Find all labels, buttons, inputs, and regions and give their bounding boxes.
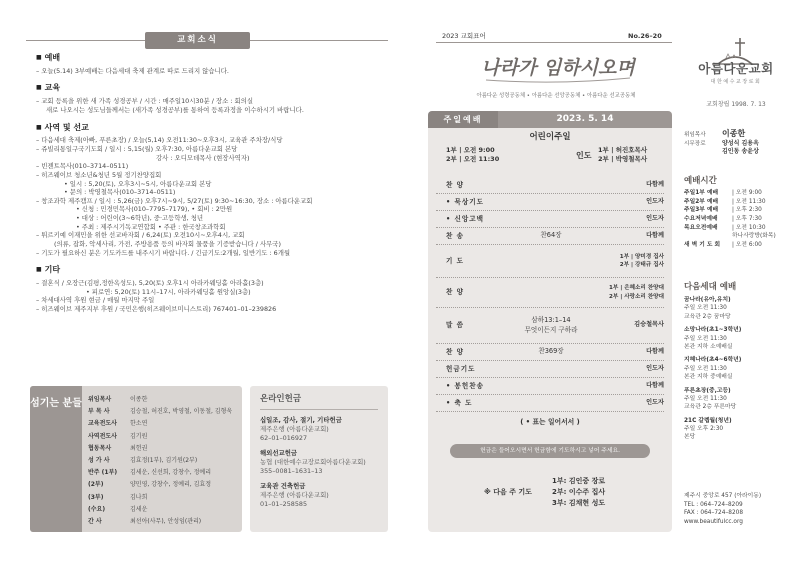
online-accounts: [260, 416, 378, 508]
staff-names: 김기원: [130, 432, 148, 440]
order-item: 말 씀: [446, 321, 465, 330]
staff-names: 최헌권: [130, 444, 148, 452]
order-row: [436, 378, 664, 395]
address: 제주시 중앙로 457 (아라이동): [684, 493, 762, 499]
news-section-heading: ■ 교육: [36, 83, 396, 94]
online-account-number: 62–01–016927: [260, 433, 308, 442]
pastor-label: 위임목사: [684, 132, 706, 138]
order-of-worship: [436, 177, 664, 412]
leader-2: 2부 | 박영철목사: [598, 155, 648, 164]
worship-time-value: | 오후 2:30: [732, 207, 762, 214]
church-founded: 교회창립 1998. 7. 13: [706, 101, 766, 108]
online-title: 온라인헌금: [260, 394, 302, 404]
order-detail-line: 찬369장: [538, 347, 564, 356]
online-account-type: 해외선교헌금: [260, 449, 298, 458]
order-detail: [508, 316, 594, 335]
order-leader-line: 김승철목사: [634, 321, 664, 328]
order-leader: [594, 198, 664, 207]
order-leader-line: 1부 | 양미경 집사: [619, 253, 664, 260]
next-week-prayer-list: [552, 476, 605, 510]
online-account-number: 355–0081–1631–13: [260, 466, 323, 475]
news-section: [36, 83, 396, 114]
staff-names: 최선아(사무), 안성임(관리): [130, 518, 202, 526]
staff-list: [88, 394, 240, 528]
worship-time-row: [684, 189, 796, 198]
church-name: 아름다운교회: [698, 61, 774, 76]
news-line: – 빈젠트목사(010–3714–0511): [36, 162, 129, 171]
order-leader: [594, 365, 664, 374]
next-gen-name: 21C 갈렙월(청년): [684, 417, 732, 424]
news-line: • 피로연: 5,20(토) 11시–17시, 아라카웨딩홀 원앙실(3층): [86, 287, 251, 296]
order-leader: [594, 348, 664, 357]
service-1-time: 1부 | 오전 9:00: [446, 146, 495, 154]
worship-label: 주일예배: [428, 111, 498, 128]
contact-info: [684, 492, 798, 527]
order-item: 기 도: [446, 256, 465, 265]
next-gen-time: 주일 오전 11:30: [684, 335, 727, 342]
order-leader: [594, 253, 664, 269]
order-leader-line: 다함께: [646, 347, 664, 355]
online-account: [260, 449, 378, 475]
online-divider: [260, 409, 378, 410]
leader-1: 1부 | 허진호목사: [598, 146, 648, 154]
order-item: 헌금기도: [446, 364, 476, 373]
bulletin-number: No.26–20: [628, 32, 662, 40]
online-account-type: 교육관 건축헌금: [260, 482, 306, 491]
news-line: – 차세대사역 후원 현금 / 매월 마지막 주일: [36, 296, 155, 305]
next-gen-name: 소망나라(초1~3학년): [684, 327, 742, 334]
next-gen-item: [684, 326, 796, 351]
next-gen-name: 푸른초장(중,고등): [684, 387, 731, 394]
staff-row: [88, 406, 240, 418]
next-gen-time: 주일 오전 11:30: [684, 305, 727, 312]
service-2-time: 2부 | 오전 11:30: [446, 155, 500, 164]
next-prayer-3: 3부: 김채현 성도: [552, 499, 606, 508]
online-account-bank: 농협 (대한예수교장로회아름다운교회): [260, 458, 366, 467]
order-leader-line: 1부 | 은혜소리 찬양대: [608, 285, 664, 292]
worship-times-list: [684, 189, 796, 250]
worship-time-value: | 오후 7:30: [732, 216, 762, 223]
news-line: – 쥬빌리통일구국기도회 / 일시 : 5,15(월) 오후7:30, 아름다운교회 본당: [36, 144, 238, 153]
news-line: – 교회 등록을 위한 새 가족 성경공부 / 시간 : 매주일10시30분 / 장소 : 회의실: [36, 97, 254, 106]
worship-time-name: [684, 232, 732, 241]
news-line: 새로 나오시는 성도님들께서는 (새가족 성경공부)를 통하여 등록과정을 이수하시기 바랍니다.: [46, 105, 304, 114]
worship-time-row: [684, 198, 796, 207]
service-schedule: [446, 146, 499, 165]
order-leader-line: 다함께: [646, 180, 664, 188]
stand-note: ( • 표는 일어서서 ): [520, 418, 580, 426]
news-section-heading: ■ 사역 및 선교: [36, 123, 396, 134]
order-row: [436, 177, 664, 194]
online-account-bank: 제주은행 (아름다운교회): [260, 490, 329, 499]
staff-role: 교육전도사: [88, 420, 117, 428]
online-account-number: 01–01–258585: [260, 499, 308, 508]
order-detail-line: 찬64장: [540, 231, 562, 240]
order-row: [436, 194, 664, 211]
order-leader: [594, 284, 664, 300]
staff-row: [88, 394, 240, 406]
special-sunday-title: 어린이주일: [529, 132, 571, 142]
order-item: • 축 도: [446, 398, 473, 407]
next-gen-name: 꿈나라(유아,유치): [684, 297, 731, 303]
news-line: – 튀르키예 이재민을 위한 선교바자회 / 6,24(토) 오전10시~오후4시, 교회: [36, 231, 245, 240]
worship-time-row: [684, 232, 796, 241]
order-leader-line: 인도자: [646, 398, 664, 406]
news-line: • 주최 : 제주시기독교연합회 • 주관 : 한국창조과학회: [76, 222, 226, 231]
worship-time-value: 하나사랑방(화목): [732, 233, 776, 240]
order-leader: [594, 215, 664, 224]
header-divider: [436, 42, 672, 43]
news-line: – 기도가 필요하신 분은 기도카드를 내주시기 바랍니다. / 긴급기도:2개월, 일반기도 : 6개월: [36, 248, 291, 257]
staff-names: 양민영, 강창수, 정예리, 김효정: [130, 481, 211, 489]
fax: FAX : 064–724–8208: [684, 510, 744, 517]
order-detail: [508, 347, 594, 357]
news-title: 교회소식: [145, 32, 250, 49]
order-leader-line: 인도자: [646, 364, 664, 372]
worship-time-name: 새 벽 기 도 회: [684, 242, 721, 249]
worship-time-value: | 오전 10:30: [732, 224, 766, 231]
elders-row-2: 김인동 송윤상: [722, 148, 759, 156]
staff-role: 부 목 사: [88, 408, 110, 416]
worship-time-name: 주일1부 예배: [684, 190, 719, 196]
online-account: [260, 416, 378, 442]
news-section-heading: ■ 기타: [36, 265, 396, 276]
next-gen-title: 다음세대 예배: [684, 282, 737, 292]
news-line: • 대상 : 어린이(3~6학년), 중·고등학생, 청년: [76, 214, 204, 223]
worship-time-row: [684, 215, 796, 224]
news-line: – 다음세대 축제(아빠, 푸른초장) / 오늘(5,14) 오전11:30~오후3시, 교육관 주차장/식당: [36, 136, 283, 145]
order-item: 찬 송: [446, 231, 465, 240]
staff-role: 간 사: [88, 518, 102, 526]
staff-row: [88, 443, 240, 455]
worship-time-value: | 오전 6:00: [732, 242, 762, 249]
news-line: • 일시 : 5,20(토), 오후3시~5시, 아름다운교회 본당: [64, 179, 212, 188]
order-leader-line: 2부 | 사랑소리 찬양대: [608, 293, 664, 300]
worship-date: 2023. 5. 14: [498, 111, 672, 128]
department-line: 아름다운 성령공동체 • 아름다운 선앙공동체 • 아름다운 선교공동체: [476, 93, 636, 99]
staff-row: [88, 504, 240, 516]
next-gen-item: [684, 296, 796, 321]
staff-title: 섬기는 분들: [30, 386, 82, 532]
staff-row: [88, 516, 240, 528]
next-gen-time: 주일 오전 11:30: [684, 365, 727, 372]
order-row: [436, 278, 664, 308]
worship-times-title: 예배시간: [684, 176, 717, 186]
offering-note: 헌금은 들어오시면서 헌금함에 기도하시고 넣어 주세요.: [450, 444, 650, 458]
order-row: [436, 211, 664, 228]
online-offering-panel: [250, 386, 388, 532]
next-gen-item: [684, 356, 796, 381]
staff-role: 성 가 사: [88, 457, 110, 465]
news-line: – 결혼식 / 오장근(김평,정한옥성도), 5,20(토) 오후1시 아라카웨딩홀 아라홀(3층): [36, 279, 264, 288]
worship-time-name: 수요저녁예배: [684, 216, 718, 223]
order-detail-line: 삼하13:1–14: [531, 315, 571, 324]
slogan-calligraphy: [478, 47, 638, 87]
leader-schedule: [598, 146, 647, 165]
staff-panel: [30, 386, 242, 532]
staff-names: 김세운, 신선희, 강창수, 정예리: [130, 469, 211, 477]
news-section: [36, 265, 396, 313]
next-gen-list: [684, 296, 796, 447]
elders-row-1: 양성식 김용옥: [722, 139, 759, 147]
pastor-name: 이종한: [722, 129, 746, 138]
next-gen-place: 본관 지하 중예배실: [684, 374, 733, 381]
online-account: [260, 482, 378, 508]
next-gen-place: 교육관 2층 꿈마당: [684, 313, 731, 320]
staff-row: [88, 492, 240, 504]
staff-role: (2부): [88, 481, 104, 489]
online-account-type: 십일조, 감사, 절기, 기타헌금: [260, 416, 342, 425]
order-leader: [594, 382, 664, 391]
worship-time-name: 주일3부 예배: [684, 207, 719, 214]
worship-time-value: | 오전 9:00: [732, 190, 762, 196]
staff-row: [88, 431, 240, 443]
news-line: – 히즈웨이브 제주지부 후원 / 국민은행(히즈웨이브미니스트리) 767401–01–239826: [36, 305, 277, 313]
staff-names: 한소연: [130, 420, 148, 428]
staff-names: 김세운: [130, 505, 148, 513]
staff-role: (3부): [88, 493, 104, 501]
elders-label: 시무장로: [684, 140, 706, 147]
order-leader-line: 다함께: [646, 231, 664, 239]
staff-role: (수요): [88, 505, 106, 513]
order-leader-line: 인도자: [646, 197, 664, 205]
order-item: • 봉헌찬송: [446, 381, 484, 390]
worship-time-name: 주일2부 예배: [684, 198, 719, 205]
order-item: • 신앙고백: [446, 214, 484, 223]
news-line: • 문의 : 박영철목사(010–3714–0511): [64, 188, 176, 197]
staff-names: 김승철, 허진호, 박영철, 이동철, 김형욱: [130, 408, 233, 416]
next-gen-time: 주일 오전 11:30: [684, 395, 727, 402]
staff-role: 반주 (1부): [88, 469, 118, 477]
slogan-text: 나라가 임하시오며: [481, 57, 635, 79]
order-leader: [594, 399, 664, 408]
worship-header: [428, 111, 672, 128]
order-row: [436, 308, 664, 344]
staff-role: 사역전도사: [88, 432, 117, 440]
website-link[interactable]: www.beautifulcc.org: [684, 519, 743, 526]
next-gen-place: 본관 지하 소예배실: [684, 343, 733, 350]
staff-names: 이종한: [130, 396, 148, 403]
order-leader-line: 2부 | 강태규 집사: [619, 262, 664, 268]
order-leader: [594, 232, 664, 241]
year-theme-label: 2023 교회표어: [442, 32, 486, 40]
worship-time-name: 목요오전예배: [684, 224, 718, 231]
order-item: 찬 양: [446, 288, 465, 297]
next-gen-name: 지혜나라(초4~6학년): [684, 357, 742, 364]
staff-names: 김효정(1부), 김기원(2부): [130, 457, 198, 465]
order-item: 찬 양: [446, 347, 465, 356]
next-gen-time: 주일 오후 2:30: [684, 426, 724, 433]
cross-icon: [735, 38, 745, 56]
worship-time-row: [684, 241, 796, 250]
staff-row: [88, 479, 240, 491]
order-row: [436, 245, 664, 278]
order-row: [436, 361, 664, 378]
order-detail-line: 무엇이든지 구하라: [524, 325, 578, 334]
staff-role: 협동목사: [88, 444, 112, 452]
order-row: [436, 228, 664, 245]
phone: TEL : 064–724–8209: [684, 501, 743, 508]
worship-time-row: [684, 224, 796, 233]
staff-row: [88, 467, 240, 479]
news-line: (의류, 잡화, 악세사리, 가전, 주방용품 등의 바자회 물품을 기증받습니다 / 사무국): [54, 240, 281, 248]
news-section: [36, 123, 396, 258]
order-row: [436, 395, 664, 412]
next-week-prayer-label: ※ 다음 주 기도: [484, 488, 532, 496]
staff-row: [88, 418, 240, 430]
church-denomination: 대한예수교장로회: [710, 79, 762, 85]
news-section: [36, 53, 396, 75]
news-line: – 오늘(5.14) 3부예배는 다음세대 축제 관계로 따로 드리지 않습니다.: [36, 66, 229, 75]
order-leader: [594, 321, 664, 330]
worship-time-value: | 오전 11:30: [732, 198, 766, 205]
news-line: 강사 : 오디모데목사 (현장사역자): [156, 153, 250, 162]
staff-row: [88, 455, 240, 467]
order-leader: [594, 181, 664, 190]
order-row: [436, 344, 664, 361]
next-gen-item: [684, 387, 796, 412]
order-leader-line: 다함께: [646, 381, 664, 389]
news-line: – 히즈웨이브 청소년&청년 5월 정기찬양집회: [36, 170, 162, 179]
online-account-bank: 제주은행 (아름다운교회): [260, 425, 329, 434]
order-leader-line: 인도자: [646, 214, 664, 222]
order-item: • 묵상기도: [446, 197, 484, 206]
next-prayer-1: 1부: 김인중 장로: [552, 477, 606, 485]
next-gen-place: 교육관 2층 푸른마당: [684, 404, 737, 411]
next-gen-place: 본당: [684, 434, 696, 441]
news-line: • 신청 : 민경민목사(010–7795–7179), • 회비 : 2만원: [76, 205, 233, 214]
next-gen-item: [684, 417, 796, 442]
order-detail: [508, 231, 594, 241]
staff-role: 위임목사: [88, 396, 112, 403]
worship-time-row: [684, 206, 796, 215]
order-item: 찬 양: [446, 180, 465, 189]
news-line: – 창조과학 제주캠프 / 일시 : 5,26(금) 오후7시~9시, 5/27(토) 9:30~16:30, 장소 : 아름다운교회: [36, 196, 313, 205]
next-prayer-2: 2부: 이수주 집사: [552, 488, 606, 497]
staff-names: 김나희: [130, 493, 148, 501]
news-section-heading: ■ 예배: [36, 53, 396, 64]
news-content: [36, 53, 396, 322]
leader-label: 인도: [576, 151, 592, 160]
pastor-info: [684, 128, 794, 157]
